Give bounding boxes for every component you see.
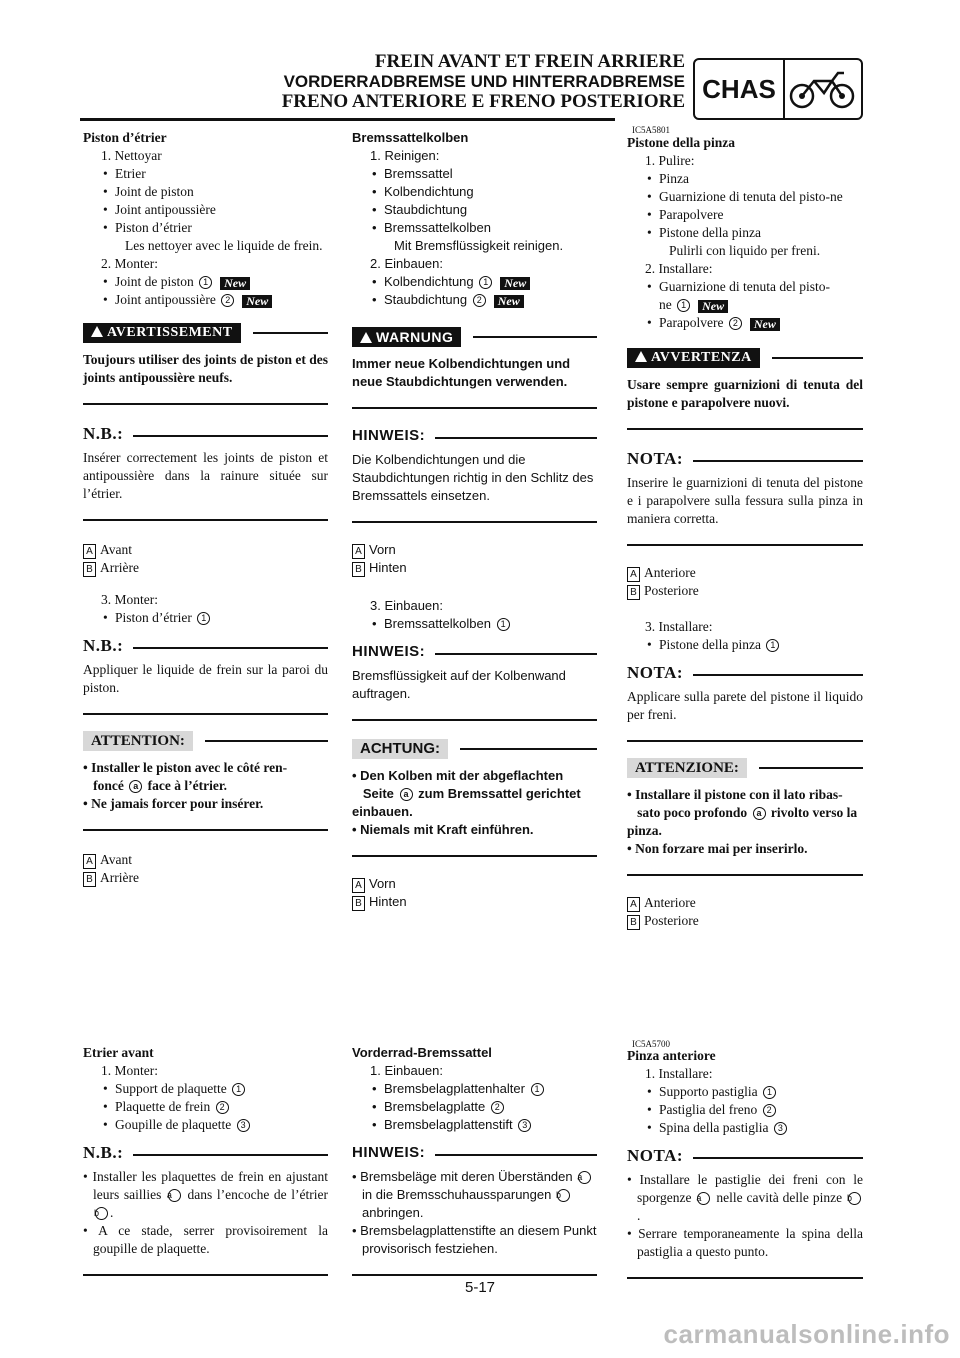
list-item: • Bremssattel	[372, 166, 453, 181]
chas-label: CHAS	[695, 60, 785, 118]
warning-banner: AVVERTENZA	[627, 348, 863, 368]
header-rule	[80, 118, 615, 121]
section-title: Vorderrad-Bremssattel	[352, 1045, 492, 1060]
new-badge: New	[698, 300, 728, 313]
list-item: • Parapolvere 2 New	[627, 314, 863, 332]
legend-b: B Posteriore	[627, 582, 863, 600]
note-title: HINWEIS:	[352, 643, 426, 660]
warning-banner: AVERTISSEMENT	[83, 323, 328, 343]
column-fr	[83, 129, 328, 887]
list-item: • Joint antipoussière	[103, 202, 216, 217]
legend-a: A Anteriore	[627, 894, 863, 912]
list-item: • Pinza	[647, 171, 689, 186]
header-title-de: VORDERRADBREMSE UND HINTERRADBREMSE	[283, 72, 685, 91]
attention-banner: ATTENZIONE:	[627, 758, 863, 778]
section-code: IC5A5801	[632, 125, 670, 135]
list-item: • Spina della pastiglia 3	[627, 1119, 863, 1137]
note-title: N.B.:	[83, 424, 124, 443]
list-item: • Goupille de plaquette 3	[83, 1116, 328, 1134]
step: 2. Monter:	[101, 256, 158, 271]
list-item: • Bremssattelkolben	[372, 220, 491, 235]
note-title: N.B.:	[83, 636, 124, 655]
attention-item-2: • Niemals mit Kraft einführen.	[352, 822, 534, 837]
section-title: Piston d’étrier	[83, 130, 167, 145]
list-item: • Pistone della pinza	[647, 225, 761, 240]
list-item: • Guarnizione di tenuta del pisto- ne 1 New	[647, 279, 830, 313]
header-titles	[230, 52, 685, 112]
note-item-2: • A ce stade, serrer provisoirement la goupille de plaquette.	[83, 1223, 328, 1256]
warning-text: Immer neue Kolbendichtungen und neue Staubdichtungen verwenden.	[352, 356, 571, 389]
warning-text: Usare sempre guarnizioni di tenuta del pistone e parapolvere nuovi.	[627, 377, 863, 410]
step: 1. Monter:	[101, 1063, 158, 1078]
step: 1. Installare:	[645, 1066, 713, 1081]
warning-banner: WARNUNG	[352, 327, 597, 347]
legend-b: B Arrière	[83, 559, 328, 577]
legend-a: A Anteriore	[627, 564, 863, 582]
section-title: Etrier avant	[83, 1045, 154, 1060]
list-item: • Parapolvere	[647, 207, 724, 222]
section-title: Pistone della pinza	[627, 135, 736, 150]
note-title: N.B.:	[83, 1143, 124, 1162]
legend-b: B Arrière	[83, 869, 328, 887]
legend-b: B Hinten	[352, 893, 597, 911]
warning-text: Toujours utiliser des joints de piston et des joints antipoussière neufs.	[83, 352, 328, 385]
column-de-bottom	[352, 1044, 597, 1290]
column-it	[627, 134, 863, 930]
note-title: NOTA:	[627, 663, 684, 682]
legend-b: B Posteriore	[627, 912, 863, 930]
list-item: • Joint de piston	[103, 184, 194, 199]
attention-item-1: • Installer le piston avec le côté ren- foncé a face à l’étrier.	[83, 760, 288, 793]
note-item-1: • Bremsbeläge mit deren Überständen a in die Bremsschuhaussparungen b anbringen.	[352, 1168, 597, 1222]
list-item: • Etrier	[103, 166, 146, 181]
section-title: Bremssattelkolben	[352, 130, 469, 145]
list-item: • Support de plaquette 1	[83, 1080, 328, 1098]
list-item: • Bremsbelagplatte 2	[352, 1098, 597, 1116]
list-item: • Plaquette de frein 2	[83, 1098, 328, 1116]
legend-a: A Vorn	[352, 875, 597, 893]
step: 3. Monter:	[101, 592, 158, 607]
note-item-2: • Bremsbelagplattenstifte an diesem Punkt provisorisch festziehen.	[352, 1223, 597, 1256]
warning-icon	[635, 351, 647, 362]
page-number: 5-17	[464, 1279, 496, 1296]
step: 2. Installare:	[645, 261, 713, 276]
list-item: • Pastiglia del freno 2	[627, 1101, 863, 1119]
header-title-fr: FREIN AVANT ET FREIN ARRIERE	[374, 51, 685, 72]
note-text: Inserire le guarnizioni di tenuta del pistone e i parapolvere sulla fessura sulla pinza in maniera corretta.	[627, 475, 863, 526]
legend-a: A Avant	[83, 541, 328, 559]
list-item: • Bremssattelkolben 1	[352, 615, 597, 633]
list-item: • Kolbendichtung 1 New	[352, 273, 597, 291]
new-badge: New	[500, 277, 530, 290]
step: 3. Einbauen:	[370, 598, 444, 613]
list-item: • Joint antipoussière 2 New	[83, 291, 328, 309]
legend-a: A Avant	[83, 851, 328, 869]
column-fr-bottom	[83, 1044, 328, 1290]
note-title: HINWEIS:	[352, 427, 426, 444]
list-item: • Bremsbelagplattenstift 3	[352, 1116, 597, 1134]
list-item: • Kolbendichtung	[372, 184, 474, 199]
list-item: • Supporto pastiglia 1	[627, 1083, 863, 1101]
warning-icon	[360, 332, 372, 343]
warning-icon	[91, 326, 103, 337]
note-text: Applicare sulla parete del pistone il liquido per freni.	[627, 689, 863, 722]
chas-badge	[693, 58, 863, 120]
note-title: NOTA:	[627, 1146, 684, 1165]
attention-item-2: • Non forzare mai per inserirlo.	[627, 841, 808, 856]
note-title: HINWEIS:	[352, 1144, 426, 1161]
section-code: IC5A5700	[632, 1039, 670, 1049]
new-badge: New	[242, 295, 272, 308]
new-badge: New	[750, 318, 780, 331]
legend-a: A Vorn	[352, 541, 597, 559]
note-text: Die Kolbendichtungen und die Staubdichtungen richtig in den Schlitz des Bremssattels einsetzen.	[352, 452, 594, 503]
step: 1. Einbauen:	[370, 1063, 444, 1078]
note-title: NOTA:	[627, 449, 684, 468]
note-text: Bremsflüssigkeit auf der Kolbenwand auftragen.	[352, 668, 566, 701]
list-item: • Bremsbelagplattenhalter 1	[352, 1080, 597, 1098]
attention-item-1: • Den Kolben mit der abgeflachten Seite a zum Bremssattel gerichtet einbauen.	[352, 768, 581, 819]
note: Mit Bremsflüssigkeit reinigen.	[394, 238, 564, 253]
step: 1. Nettoyar	[101, 148, 162, 163]
section-title: Pinza anteriore	[627, 1048, 716, 1063]
column-it-bottom	[627, 1047, 863, 1293]
step: 1. Pulire:	[645, 153, 695, 168]
step: 3. Installare:	[645, 619, 713, 634]
step: 1. Reinigen:	[370, 148, 440, 163]
note-item-2: • Serrare temporaneamente la spina della pastiglia a questo punto.	[627, 1226, 863, 1259]
note-item-1: • Installare le pastiglie dei freni con le sporgenze a nelle cavità delle pinze b.	[627, 1172, 863, 1223]
note: Pulirli con liquido per freni.	[669, 243, 821, 258]
column-de	[352, 129, 597, 911]
list-item: • Pistone della pinza 1	[627, 636, 863, 654]
watermark[interactable]: carmanualsonline.info	[663, 1319, 950, 1349]
note-text: Insérer correctement les joints de piston et antipoussière dans la rainure située sur l’étrier.	[83, 450, 328, 501]
attention-banner: ACHTUNG:	[352, 739, 597, 759]
note: Les nettoyer avec le liquide de frein.	[125, 238, 323, 253]
list-item: • Guarnizione di tenuta del pisto-ne	[647, 189, 843, 204]
list-item: • Staubdichtung 2 New	[352, 291, 597, 309]
new-badge: New	[220, 277, 250, 290]
attention-banner: ATTENTION:	[83, 731, 328, 751]
header-title-it: FRENO ANTERIORE E FRENO POSTERIORE	[281, 91, 685, 112]
note-item-1: • Installer les plaquettes de frein en ajustant leurs saillies a dans l’encoche de l’étrier b .	[83, 1169, 328, 1220]
attention-item-2: • Ne jamais forcer pour insérer.	[83, 796, 264, 811]
list-item: • Piston d’étrier 1	[83, 609, 328, 627]
list-item: • Piston d’étrier	[103, 220, 192, 235]
legend-b: B Hinten	[352, 559, 597, 577]
motorcycle-icon	[785, 60, 861, 118]
attention-item-1: • Installare il pistone con il lato ribas- sato poco profondo a rivolto verso la pinza.	[627, 787, 858, 838]
list-item: • Staubdichtung	[372, 202, 468, 217]
list-item: • Joint de piston 1 New	[83, 273, 328, 291]
step: 2. Einbauen:	[370, 256, 444, 271]
new-badge: New	[494, 295, 524, 308]
note-text: Appliquer le liquide de frein sur la paroi du piston.	[83, 662, 328, 695]
